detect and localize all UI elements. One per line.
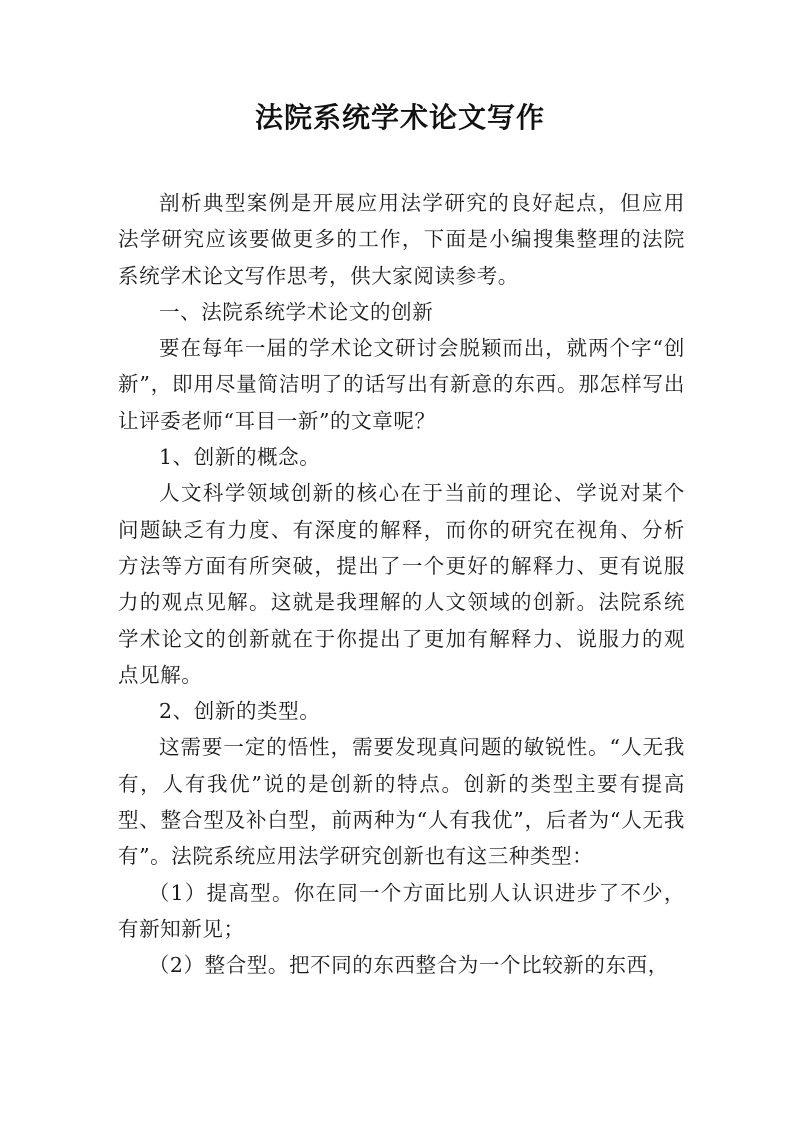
- paragraph: 人文科学领域创新的核心在于当前的理论、学说对某个问题缺乏有力度、有深度的解释，而你的研究在视角、分析方法等方面有所突破，提出了一个更好的解释力、更有说服力的观点见解。这就是我理解的人文领域的创新。法院系统学术论文的创新就在于你提出了更加有解释力、说服力的观点见解。: [118, 481, 685, 687]
- paragraph: 要在每年一届的学术论文研讨会脱颖而出，就两个字“创新”，即用尽量简洁明了的话写出有新意的东西。那怎样写出让评委老师“耳目一新”的文章呢？: [118, 336, 685, 433]
- intro-paragraph: 剖析典型案例是开展应用法学研究的良好起点，但应用法学研究应该要做更多的工作，下面是小编搜集整理的法院系统学术论文写作思考，供大家阅读参考。: [118, 191, 685, 288]
- subheading: 1、创新的概念。: [159, 445, 321, 470]
- subheading: 2、创新的类型。: [159, 699, 321, 724]
- list-item: （1）提高型。你在同一个方面比别人认识进步了不少，有新知新见；: [118, 880, 685, 941]
- list-item: （2）整合型。把不同的东西整合为一个比较新的东西，: [148, 953, 669, 978]
- document-title: 法院系统学术论文写作: [254, 101, 545, 134]
- document-body: [118, 185, 685, 984]
- paragraph: 这需要一定的悟性，需要发现真问题的敏锐性。“人无我有，人有我优”说的是创新的特点。创新的类型主要有提高型、整合型及补白型，前两种为“人有我优”，后者为“人无我有”。法院系统应用法学研究创新也有这三种类型：: [118, 735, 685, 869]
- section-heading: 一、法院系统学术论文的创新: [159, 299, 434, 324]
